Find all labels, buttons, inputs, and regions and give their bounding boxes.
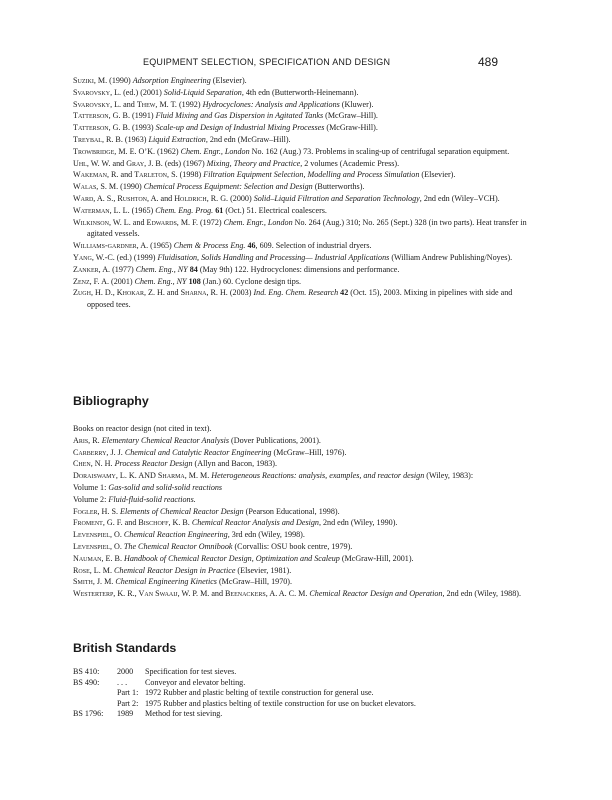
reference-entry: Svarovsky, L. and Thew, M. T. (1992) Hydrocyclones: Analysis and Applications (Kluwer). [73, 99, 374, 109]
bibliography-entry: Froment, G. F. and Bischoff, K. B. Chemical Reactor Analysis and Design, 2nd edn (Wiley, 1990). [73, 518, 398, 528]
standard-code: BS 1796: [73, 709, 104, 719]
standard-part-description: 1972 Rubber and plastic belting of textile construction for general use. [145, 688, 374, 698]
reference-entry: Walas, S. M. (1990) Chemical Process Equipment: Selection and Design (Butterworths). [73, 182, 365, 192]
reference-entry: Zenz, F. A. (2001) Chem. Eng., NY 108 (Jan.) 60. Cyclone design tips. [73, 276, 301, 286]
page-number: 489 [478, 55, 499, 69]
bibliography-entry: Carberry, J. J. Chemical and Catalytic Reactor Engineering (McGraw–Hill, 1976). [73, 447, 347, 457]
reference-entry: Yang, W.-C. (ed.) (1999) Fluidisation, Solids Handling and Processing— Industrial Applications (William Andrew Publishing/Noyes). [73, 252, 513, 262]
reference-entry: Suziki, M. (1990) Adsorption Engineering (Elsevier). [73, 76, 247, 85]
running-title: EQUIPMENT SELECTION, SPECIFICATION AND DESIGN [143, 57, 391, 67]
reference-entry: Waterman, L. L. (1965) Chem. Eng. Prog. 61 (Oct.) 51. Electrical coalescers. [73, 205, 327, 215]
bibliography-entry: Levenspiel, O. The Chemical Reactor Omnibook (Corvallis: OSU book centre, 1979). [73, 541, 353, 551]
standard-row [73, 709, 416, 720]
standard-part-label: Part 1: [117, 688, 139, 698]
standard-part-row [73, 699, 416, 710]
bibliography-entry: Doraiswamy, L. K. AND Sharma, M. M. Heterogeneous Reactions: analysis, examples, and reactor design (Wiley, 1983): [73, 471, 474, 481]
standard-part-label: Part 2: [117, 698, 139, 708]
british-standards-table [73, 667, 416, 720]
reference-entry: Trowbridge, M. E. O’K. (1962) Chem. Engr., London No. 162 (Aug.) 73. Problems in scaling-up of centrifugal separation equipment. [73, 146, 510, 156]
standard-code: BS 410: [73, 667, 100, 676]
bibliography-entry: Levenspiel, O. Chemical Reaction Engineering, 3rd edn (Wiley, 1998). [73, 530, 305, 540]
standard-row [73, 678, 416, 689]
standard-description: Specification for test sieves. [145, 667, 237, 676]
standard-description: Method for test sieving. [145, 709, 223, 719]
bibliography-entry: Nauman, E. B. Handbook of Chemical Reactor Design, Optimization and Scaleup (McGraw-Hill, 2001). [73, 553, 414, 563]
standard-code: BS 490: [73, 677, 100, 687]
bibliography-entry: Smith, J. M. Chemical Engineering Kinetics (McGraw–Hill, 1970). [73, 577, 293, 587]
bibliography-entry: Westerterp, K. R., Van Swaaij, W. P. M. and Beenackers, A. A. C. M. Chemical Reactor Design and Operation, 2nd edn (Wiley, 1988). [73, 589, 521, 599]
standard-year: . . . [117, 677, 128, 687]
running-header [0, 57, 612, 73]
standard-part-description: 1975 Rubber and plastics belting of textile construction for use on bucket elevators. [145, 698, 416, 708]
reference-list [73, 75, 528, 311]
standard-part-row [73, 688, 416, 699]
reference-entry: Uhl, W. W. and Gray, J. B. (eds) (1967) Mixing, Theory and Practice, 2 volumes (Academic Press). [73, 158, 400, 168]
british-standards-heading: British Standards [73, 641, 177, 655]
bibliography-entry: Chen, N. H. Process Reactor Design (Allyn and Bacon, 1983). [73, 459, 278, 469]
bibliography-volume: Volume 2: Fluid-fluid-solid reactions. [73, 494, 196, 504]
standard-year: 1989 [117, 709, 134, 719]
bibliography-list [73, 423, 528, 600]
reference-entry: Treybal, R. B. (1963) Liquid Extraction, 2nd edn (McGraw–Hill). [73, 134, 291, 144]
reference-entry: Williams-gardner, A. (1965) Chem & Process Eng. 46, 609. Selection of industrial dryers. [73, 241, 372, 251]
reference-entry: Svarovsky, L. (ed.) (2001) Solid-Liquid Separation, 4th edn (Butterworth-Heinemann). [73, 87, 359, 97]
bibliography-entry: Rose, L. M. Chemical Reactor Design in Practice (Elsevier, 1981). [73, 565, 292, 575]
reference-entry: Zanker, A. (1977) Chem. Eng., NY 84 (May 9th) 122. Hydrocyclones: dimensions and performance. [73, 264, 400, 274]
reference-entry: Wakeman, R. and Tarleton, S. (1998) Filtration Equipment Selection, Modelling and Process Simulation (Elsevier). [73, 170, 456, 180]
standard-row [73, 667, 416, 678]
bibliography-volume: Volume 1: Gas-solid and solid-solid reactions [73, 482, 223, 492]
bibliography-heading: Bibliography [73, 394, 149, 408]
bibliography-intro: Books on reactor design (not cited in text). [73, 424, 212, 433]
reference-entry: Zugh, H. D., Khokar, Z. H. and Sharna, R. H. (2003) Ind. Eng. Chem. Research 42 (Oct. 15), 2003. Mixing in pipelines with side and opposed tees. [73, 288, 513, 310]
reference-entry: Wilkinson, W. L. and Edwards, M. F. (1972) Chem. Engr., London No. 264 (Aug.) 310; No. 265 (Sept.) 328 (in two parts). Heat transfer in agitated vessels. [73, 217, 527, 239]
bibliography-entry: Aris, R. Elementary Chemical Reactor Analysis (Dover Publications, 2001). [73, 435, 321, 445]
standard-description: Conveyor and elevator belting. [145, 677, 246, 687]
standard-year: 2000 [117, 667, 134, 676]
reference-entry: Tatterson, G. B. (1991) Fluid Mixing and Gas Dispersion in Agitated Tanks (McGraw–Hill). [73, 111, 378, 121]
reference-entry: Ward, A. S., Rushton, A. and Holdrich, R. G. (2000) Solid–Liquid Filtration and Separation Technology, 2nd edn (Wiley–VCH). [73, 193, 500, 203]
bibliography-entry: Fogler, H. S. Elements of Chemical Reactor Design (Pearson Educational, 1998). [73, 506, 340, 516]
reference-entry: Tatterson, G. B. (1993) Scale-up and Design of Industrial Mixing Processes (McGraw-Hill). [73, 123, 378, 133]
